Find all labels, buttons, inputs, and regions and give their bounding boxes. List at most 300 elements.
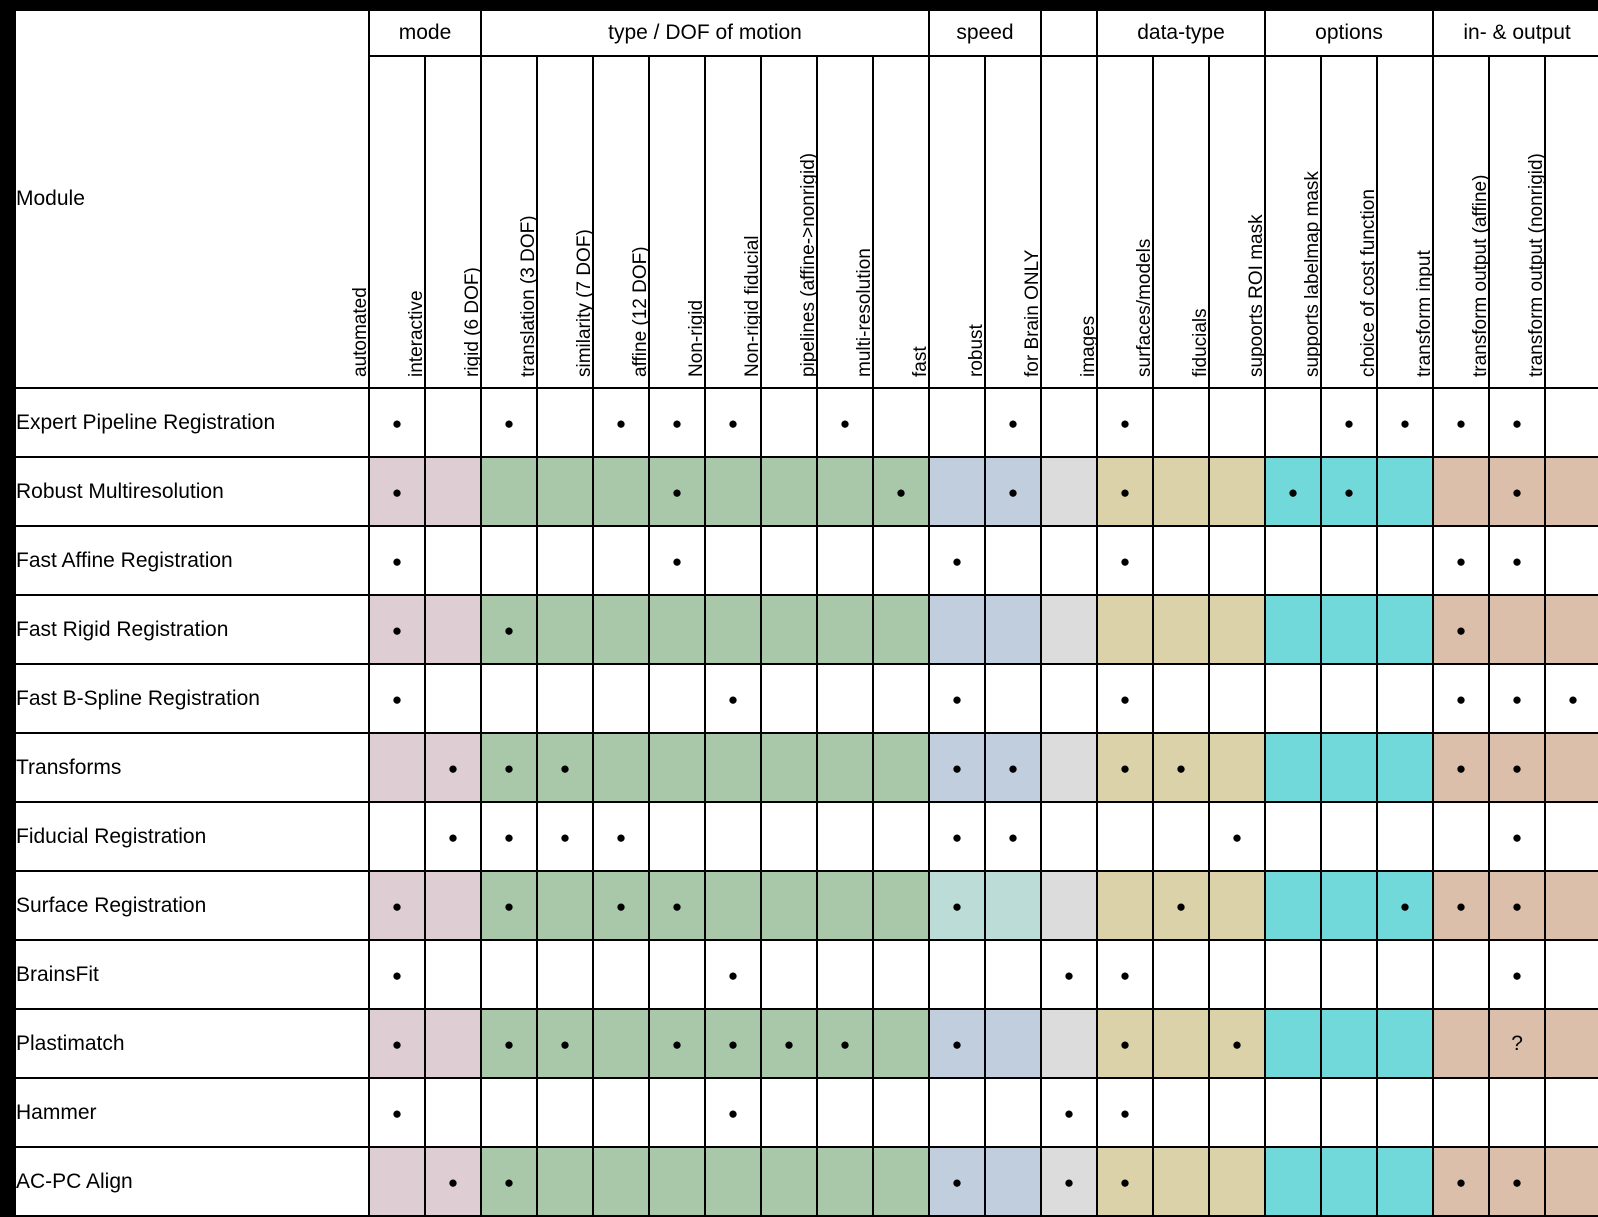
matrix-cell [762, 803, 816, 870]
matrix-cell [1434, 872, 1488, 939]
matrix-cell [1378, 1148, 1432, 1215]
supported-dot-icon [1232, 825, 1242, 848]
column-header-label: Non-rigid fiducial [742, 235, 763, 377]
supported-dot-icon [1456, 618, 1466, 641]
column-header-label: fiducials [1190, 308, 1211, 377]
matrix-cell [986, 1148, 1040, 1215]
supported-dot-icon [952, 756, 962, 779]
supported-dot-icon [1008, 756, 1018, 779]
supported-dot-icon [952, 894, 962, 917]
supported-dot-icon [392, 411, 402, 434]
matrix-cell [1378, 458, 1432, 525]
supported-dot-icon [1120, 1032, 1130, 1055]
matrix-cell [1434, 734, 1488, 801]
matrix-cell [426, 596, 480, 663]
matrix-cell [482, 1148, 536, 1215]
column-header-label: automated [350, 287, 371, 377]
matrix-cell [1378, 596, 1432, 663]
column-header-label: affine (12 DOF) [630, 246, 651, 377]
matrix-cell [1210, 527, 1264, 594]
row-label: Hammer [16, 1079, 368, 1146]
matrix-cell [986, 1079, 1040, 1146]
matrix-cell [538, 596, 592, 663]
matrix-cell [538, 872, 592, 939]
supported-dot-icon [392, 549, 402, 572]
column-header-label: supoorts ROI mask [1246, 214, 1268, 377]
column-header-label: Non-rigid [686, 299, 707, 377]
matrix-cell [1098, 665, 1152, 732]
matrix-cell [1154, 941, 1208, 1008]
supported-dot-icon [1512, 687, 1522, 710]
group-header: options [1266, 11, 1432, 55]
matrix-cell [1042, 665, 1096, 732]
matrix-cell [1266, 389, 1320, 456]
matrix-cell [538, 665, 592, 732]
matrix-cell [594, 389, 648, 456]
matrix-cell [1434, 458, 1488, 525]
matrix-cell [1490, 389, 1544, 456]
matrix-cell [1210, 872, 1264, 939]
matrix-cell [1042, 1079, 1096, 1146]
supported-dot-icon [728, 1032, 738, 1055]
matrix-cell [482, 665, 536, 732]
matrix-cell [1546, 458, 1598, 525]
matrix-cell [370, 1079, 424, 1146]
matrix-cell [594, 596, 648, 663]
matrix-cell [370, 1148, 424, 1215]
matrix-cell [650, 527, 704, 594]
matrix-cell [1098, 1079, 1152, 1146]
matrix-cell [1042, 872, 1096, 939]
supported-dot-icon [448, 1170, 458, 1193]
matrix-cell [874, 734, 928, 801]
matrix-cell [762, 596, 816, 663]
supported-dot-icon [1456, 411, 1466, 434]
matrix-cell [482, 1010, 536, 1077]
matrix-cell [706, 1148, 760, 1215]
matrix-cell [1098, 1148, 1152, 1215]
matrix-cell [1546, 527, 1598, 594]
matrix-cell [1154, 1079, 1208, 1146]
matrix-cell [874, 527, 928, 594]
supported-dot-icon [1512, 411, 1522, 434]
matrix-cell [650, 458, 704, 525]
supported-dot-icon [728, 963, 738, 986]
matrix-cell [1210, 1010, 1264, 1077]
matrix-cell [1378, 665, 1432, 732]
matrix-cell [426, 527, 480, 594]
matrix-cell [1490, 734, 1544, 801]
matrix-cell [426, 458, 480, 525]
table-row [16, 1148, 1598, 1215]
matrix-cell [818, 1010, 872, 1077]
matrix-cell [1098, 734, 1152, 801]
row-label: BrainsFit [16, 941, 368, 1008]
matrix-cell [986, 872, 1040, 939]
matrix-cell [370, 734, 424, 801]
matrix-cell [930, 941, 984, 1008]
table-row [16, 389, 1598, 456]
matrix-cell [1266, 1148, 1320, 1215]
matrix-cell [762, 665, 816, 732]
matrix-cell [818, 734, 872, 801]
matrix-cell [930, 1148, 984, 1215]
matrix-cell [1378, 389, 1432, 456]
supported-dot-icon [672, 1032, 682, 1055]
column-header-module: Module [16, 11, 368, 387]
matrix-cell [1042, 389, 1096, 456]
supported-dot-icon [616, 411, 626, 434]
matrix-cell [1490, 1079, 1544, 1146]
matrix-cell [818, 1079, 872, 1146]
table-row [16, 872, 1598, 939]
supported-dot-icon [448, 756, 458, 779]
matrix-cell [818, 596, 872, 663]
matrix-cell [1098, 803, 1152, 870]
matrix-cell [1546, 1010, 1598, 1077]
matrix-cell [706, 872, 760, 939]
matrix-cell [482, 803, 536, 870]
matrix-cell [482, 1079, 536, 1146]
matrix-cell [1266, 596, 1320, 663]
matrix-cell [762, 1148, 816, 1215]
table-row [16, 458, 1598, 525]
matrix-cell [1378, 1010, 1432, 1077]
matrix-cell [1210, 734, 1264, 801]
row-label: Robust Multiresolution [16, 458, 368, 525]
matrix-cell [538, 803, 592, 870]
matrix-cell [930, 734, 984, 801]
matrix-cell [1378, 527, 1432, 594]
column-header-label: rigid (6 DOF) [462, 267, 483, 377]
matrix-cell [1266, 1079, 1320, 1146]
supported-dot-icon [560, 825, 570, 848]
matrix-cell [482, 941, 536, 1008]
matrix-cell [1042, 458, 1096, 525]
column-header-label: pipelines (affine->nonrigid) [798, 152, 819, 377]
supported-dot-icon [1288, 480, 1298, 503]
matrix-cell [426, 872, 480, 939]
matrix-cell [818, 458, 872, 525]
matrix-cell [370, 941, 424, 1008]
matrix-cell [930, 803, 984, 870]
column-header-label: transform input [1414, 250, 1436, 377]
matrix-cell [1434, 389, 1488, 456]
supported-dot-icon [504, 894, 514, 917]
supported-dot-icon [672, 411, 682, 434]
row-label: Fast B-Spline Registration [16, 665, 368, 732]
matrix-cell [1490, 596, 1544, 663]
supported-dot-icon [896, 480, 906, 503]
matrix-cell [650, 665, 704, 732]
matrix-cell [762, 389, 816, 456]
matrix-cell [1098, 389, 1152, 456]
matrix-cell [1322, 596, 1376, 663]
supported-dot-icon [1008, 480, 1018, 503]
supported-dot-icon [1176, 894, 1186, 917]
matrix-cell [1322, 389, 1376, 456]
matrix-cell [1210, 1079, 1264, 1146]
supported-dot-icon [1120, 411, 1130, 434]
matrix-cell [370, 596, 424, 663]
matrix-cell [650, 1148, 704, 1215]
matrix-cell [594, 734, 648, 801]
supported-dot-icon [1568, 687, 1578, 710]
matrix-cell [1546, 1148, 1598, 1215]
matrix-cell [1322, 872, 1376, 939]
matrix-cell [482, 596, 536, 663]
column-header-label: images [1078, 315, 1099, 377]
matrix-cell [818, 1148, 872, 1215]
supported-dot-icon [1120, 1101, 1130, 1124]
column-header-label: choice of cost function [1358, 189, 1380, 377]
matrix-cell [1266, 941, 1320, 1008]
supported-dot-icon [1512, 480, 1522, 503]
supported-dot-icon [1400, 894, 1410, 917]
matrix-cell [594, 458, 648, 525]
supported-dot-icon [728, 411, 738, 434]
supported-dot-icon [1064, 963, 1074, 986]
supported-dot-icon [840, 1032, 850, 1055]
matrix-cell [426, 803, 480, 870]
matrix-cell [1210, 803, 1264, 870]
table-row [16, 1010, 1598, 1077]
matrix-cell [762, 1010, 816, 1077]
supported-dot-icon [560, 756, 570, 779]
matrix-cell [930, 458, 984, 525]
matrix-cell [594, 665, 648, 732]
matrix-cell [1042, 527, 1096, 594]
matrix-cell [1042, 941, 1096, 1008]
matrix-cell [1210, 1148, 1264, 1215]
matrix-cell [1042, 1010, 1096, 1077]
supported-dot-icon [504, 411, 514, 434]
matrix-cell [1098, 1010, 1152, 1077]
matrix-cell [818, 665, 872, 732]
column-header-label: robust [966, 324, 987, 377]
matrix-cell [538, 1148, 592, 1215]
column-header-label: transform output (affine) [1470, 174, 1492, 377]
matrix-cell [706, 596, 760, 663]
matrix-cell [1154, 389, 1208, 456]
matrix-cell [1098, 458, 1152, 525]
module-capability-matrix [14, 9, 1598, 1217]
matrix-cell [706, 1079, 760, 1146]
matrix-cell [370, 665, 424, 732]
matrix-cell [986, 596, 1040, 663]
matrix-cell [762, 527, 816, 594]
matrix-cell [1266, 803, 1320, 870]
group-header: in- & output [1434, 11, 1598, 55]
column-header-label: surfaces/models [1134, 238, 1155, 377]
matrix-cell [538, 458, 592, 525]
supported-dot-icon [504, 756, 514, 779]
matrix-cell [1546, 872, 1598, 939]
matrix-cell [874, 665, 928, 732]
supported-dot-icon [1512, 549, 1522, 572]
supported-dot-icon [392, 963, 402, 986]
group-header: speed [930, 11, 1040, 55]
matrix-cell [1490, 941, 1544, 1008]
matrix-cell [1490, 872, 1544, 939]
matrix-cell [762, 1079, 816, 1146]
matrix-cell [650, 389, 704, 456]
matrix-cell [1546, 734, 1598, 801]
matrix-cell [1490, 665, 1544, 732]
supported-dot-icon [952, 549, 962, 572]
table-row [16, 1079, 1598, 1146]
matrix-cell [1434, 1079, 1488, 1146]
table-row [16, 596, 1598, 663]
supported-dot-icon [1008, 411, 1018, 434]
matrix-cell [1434, 941, 1488, 1008]
supported-dot-icon [504, 1032, 514, 1055]
group-header [1042, 11, 1096, 55]
matrix-cell [482, 527, 536, 594]
matrix-cell [874, 1079, 928, 1146]
supported-dot-icon [1176, 756, 1186, 779]
matrix-cell [370, 1010, 424, 1077]
matrix-cell [1042, 803, 1096, 870]
matrix-cell [874, 872, 928, 939]
table-row [16, 734, 1598, 801]
table-row [16, 527, 1598, 594]
matrix-cell [874, 1010, 928, 1077]
matrix-cell [650, 872, 704, 939]
matrix-cell [1546, 941, 1598, 1008]
row-label: Fast Rigid Registration [16, 596, 368, 663]
matrix-cell [650, 596, 704, 663]
supported-dot-icon [1120, 480, 1130, 503]
matrix-cell [762, 872, 816, 939]
matrix-cell [986, 941, 1040, 1008]
matrix-cell [426, 1079, 480, 1146]
matrix-cell [1322, 734, 1376, 801]
column-header-label: interactive [406, 290, 427, 377]
matrix-cell [1098, 596, 1152, 663]
matrix-cell [650, 1010, 704, 1077]
matrix-cell [818, 527, 872, 594]
matrix-cell [482, 389, 536, 456]
supported-dot-icon [392, 480, 402, 503]
row-label: Transforms [16, 734, 368, 801]
matrix-cell [986, 458, 1040, 525]
supported-dot-icon [392, 687, 402, 710]
matrix-cell [1546, 1079, 1598, 1146]
matrix-cell [426, 665, 480, 732]
matrix-cell [1490, 803, 1544, 870]
matrix-cell [874, 389, 928, 456]
supported-dot-icon [1512, 1170, 1522, 1193]
supported-dot-icon [1512, 756, 1522, 779]
supported-dot-icon [392, 1101, 402, 1124]
matrix-cell [1210, 458, 1264, 525]
matrix-cell [1154, 665, 1208, 732]
matrix-cell [1322, 1079, 1376, 1146]
matrix-cell [1546, 389, 1598, 456]
matrix-cell [594, 1010, 648, 1077]
matrix-cell [874, 803, 928, 870]
column-header-label: supports labelmap mask [1302, 171, 1324, 377]
supported-dot-icon [952, 825, 962, 848]
matrix-cell [1098, 527, 1152, 594]
supported-dot-icon [392, 894, 402, 917]
column-header-label: multi-resolution [854, 248, 875, 377]
unknown-question-mark [1511, 1032, 1523, 1055]
matrix-cell [762, 734, 816, 801]
supported-dot-icon [1456, 1170, 1466, 1193]
matrix-cell [930, 1010, 984, 1077]
matrix-cell [594, 803, 648, 870]
matrix-cell [594, 941, 648, 1008]
matrix-cell [1266, 872, 1320, 939]
matrix-cell [1210, 941, 1264, 1008]
matrix-cell [1378, 941, 1432, 1008]
matrix-cell [650, 803, 704, 870]
matrix-cell [930, 389, 984, 456]
matrix-cell [1378, 1079, 1432, 1146]
matrix-cell [706, 941, 760, 1008]
supported-dot-icon [1064, 1101, 1074, 1124]
matrix-cell [706, 527, 760, 594]
supported-dot-icon [504, 618, 514, 641]
supported-dot-icon [1120, 1170, 1130, 1193]
column-header-label: fast [910, 346, 931, 377]
matrix-cell [1266, 527, 1320, 594]
matrix-cell [1154, 458, 1208, 525]
matrix-cell [930, 872, 984, 939]
supported-dot-icon [1232, 1032, 1242, 1055]
matrix-cell [370, 527, 424, 594]
matrix-cell [1378, 734, 1432, 801]
matrix-cell [538, 1010, 592, 1077]
matrix-cell [706, 1010, 760, 1077]
matrix-cell [1434, 527, 1488, 594]
matrix-cell [650, 734, 704, 801]
matrix-cell [1490, 527, 1544, 594]
supported-dot-icon [952, 687, 962, 710]
supported-dot-icon [952, 1032, 962, 1055]
row-label: Fiducial Registration [16, 803, 368, 870]
matrix-cell [1266, 458, 1320, 525]
matrix-cell [1154, 803, 1208, 870]
supported-dot-icon [560, 1032, 570, 1055]
matrix-cell [762, 458, 816, 525]
comparison-table-sheet [14, 9, 1572, 1195]
supported-dot-icon [392, 618, 402, 641]
supported-dot-icon [504, 1170, 514, 1193]
supported-dot-icon [728, 687, 738, 710]
matrix-cell [1266, 1010, 1320, 1077]
matrix-cell [1322, 665, 1376, 732]
matrix-cell [818, 872, 872, 939]
matrix-cell [1042, 596, 1096, 663]
matrix-cell [986, 527, 1040, 594]
column-header-label: similarity (7 DOF) [574, 229, 595, 377]
matrix-cell [1490, 1148, 1544, 1215]
group-header: type / DOF of motion [482, 11, 928, 55]
matrix-cell [1434, 1148, 1488, 1215]
column-header-label: transform output (nonrigid) [1526, 153, 1548, 377]
matrix-cell [1154, 1148, 1208, 1215]
matrix-cell [706, 734, 760, 801]
matrix-cell [1266, 665, 1320, 732]
matrix-cell [818, 389, 872, 456]
matrix-cell [986, 734, 1040, 801]
matrix-cell [650, 941, 704, 1008]
matrix-cell [1378, 872, 1432, 939]
matrix-cell [1322, 527, 1376, 594]
